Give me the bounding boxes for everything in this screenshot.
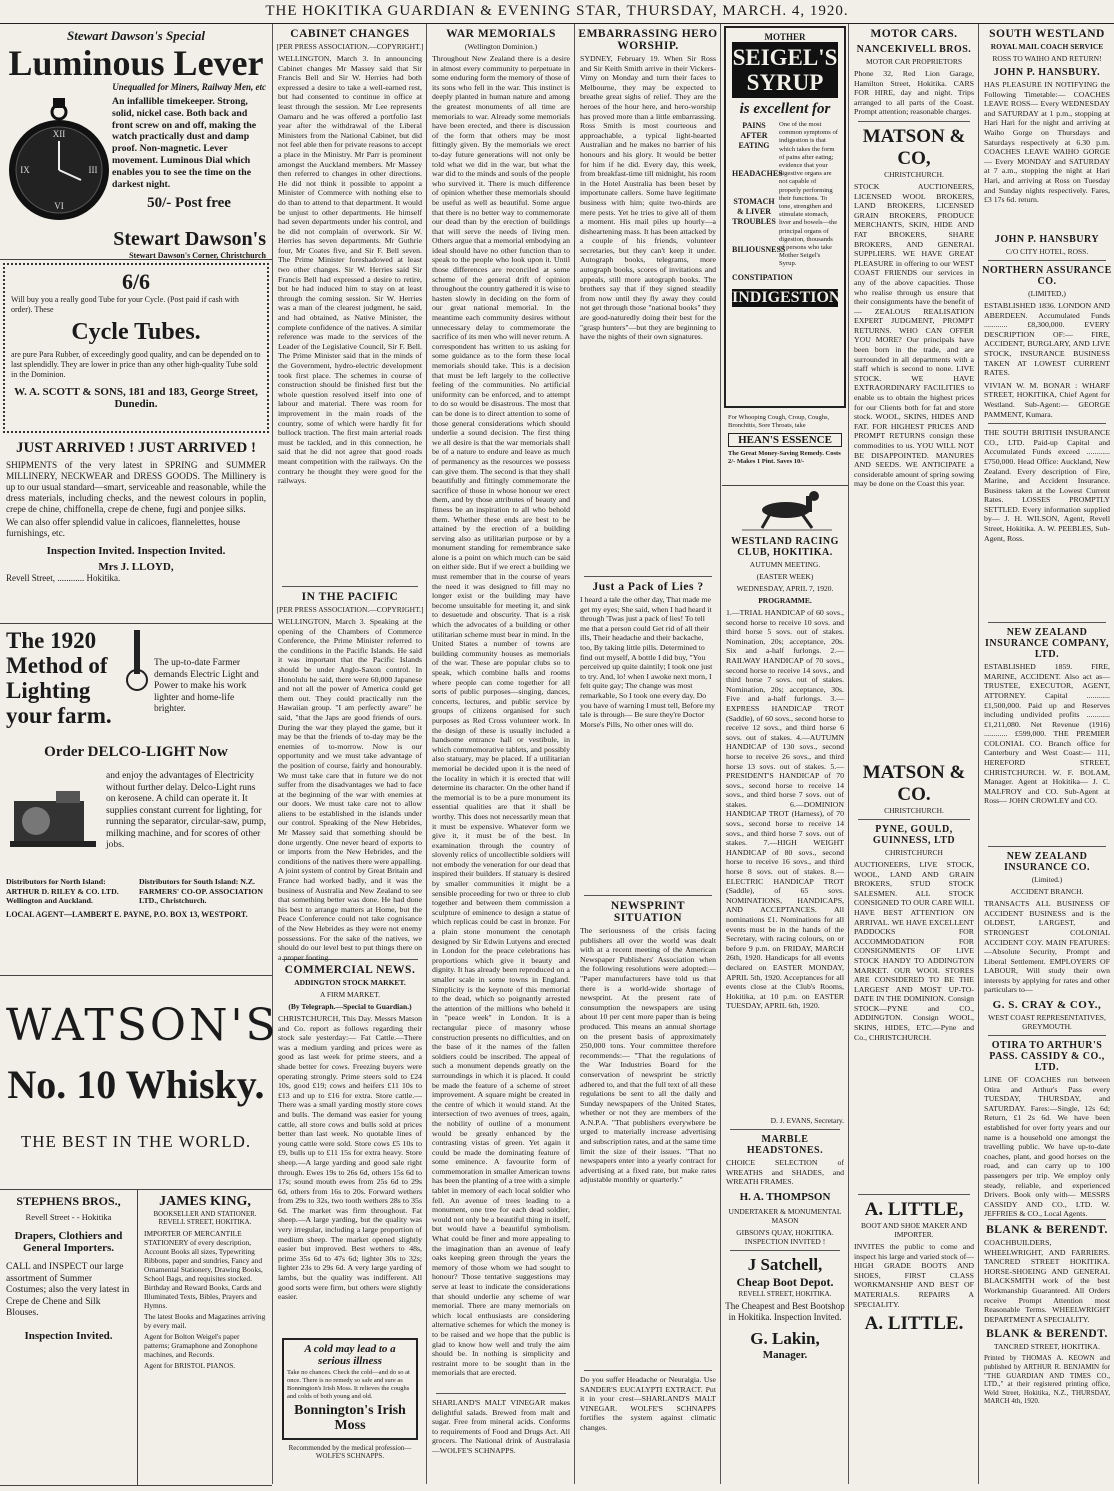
- matson-body: STOCK AUCTIONEERS, LICENSED WOOL BROKERS, LAND BROKERS, LICENSED GRAIN BROKERS, PRODUCE MERCHANTS, SKIN, HIDE AND FAT BROKERS, SHARE BROKERS, AND GENERAL SUPPLIERS. WE HAVE GREAT PLEASURE in offering to our WEST COAST FRIENDS our services in any of the above capacities. Those who realise through us ensure that their consignments have the benefit of— ZEALOUS REALISATION EXPERT JUDGMENT, PROMPT RETURNS. WHO CAN OFFER YOU MORE? Our principals have been born in the trade, and are surrounded in all departments with a staff which is second to none. LIVE STOCK. WE HAVE EXTRAORDINARY FACILITIES to enable us to obtain the highest prices for our Clients both for fat and store stock. WOOL, SKINS, HIDES AND FAT. FOR HIGHEST PRICES AND PROMPT RETURNS consign these commodities to us. YOU WILL NOT BE DISAPPOINTED. MANURES AND SEEDS. WE ANTICIPATE a considerable amount of spring sowing may be done on the Coast this year.: [854, 181, 974, 489]
- war-sub: (Wellington Dominion.): [464, 42, 538, 51]
- racing-head: WESTLAND RACING CLUB, HOKITIKA.: [731, 536, 839, 558]
- racing-sub2: (EASTER WEEK): [756, 572, 814, 581]
- king-body2: The latest Books and Magazines arriving by every mail.: [144, 1312, 266, 1330]
- pacific-sub: [PER PRESS ASSOCIATION.—COPYRIGHT.]: [276, 605, 424, 614]
- satchell-addr: REVELL STREET, HOKITIKA.: [738, 1289, 832, 1298]
- motor-body: Phone 32, Red Lion Garage, Hamilton Street, Hokitika. CARS FOR HIRE, day and night. Trips arranged to all parts of the Coast. Prompt attention; reasonable charges.: [854, 69, 974, 117]
- watson-product: No. 10 Whisky.: [7, 1062, 265, 1107]
- newzealand-head: NEW ZEALAND INSURANCE COMPANY, LTD.: [984, 627, 1109, 661]
- delco-body: and enjoy the advantages of Electricity without further delay. Delco-Light runs on kerosene. A child can operate it. It supplies constant current for lighting, for running the separator, circular-saw, pump, milking machine, and for scores of other jobs.: [106, 771, 266, 850]
- seigel-foot: INDIGESTION: [732, 289, 841, 306]
- cold-head: A cold may lead to a serious illness: [304, 1343, 396, 1367]
- heans-tag: The Great Money-Saving Remedy. Costs 2/- Makes 1 Pint. Saves 10/-: [728, 450, 841, 465]
- seigel-item-1: HEADACHES: [732, 169, 783, 178]
- matson-head: MATSON & CO,: [862, 125, 966, 169]
- tubes-line1: Will buy you a really good Tube for your Cycle. (Post paid if cash with order). These: [11, 295, 239, 314]
- hero-head: EMBARRASSING HERO WORSHIP.: [578, 28, 718, 52]
- svg-text:IX: IX: [20, 165, 30, 175]
- matson-sub: CHRISTCHURCH.: [884, 169, 944, 179]
- delco-head: The 1920 Method of Lighting your farm.: [6, 628, 112, 728]
- seigel-slogan: is excellent for: [739, 101, 831, 117]
- westland-name: JOHN P. HANSBURY.: [993, 67, 1101, 78]
- seigel-item-4: CONSTIPATION: [732, 273, 793, 282]
- marble-name: H. A. THOMPSON: [739, 1190, 831, 1203]
- northern-body: ESTABLISHED 1836. LONDON AND ABERDEEN. Accumulated Funds ............ £8,300,000. EVERY DESCRIPTION OF:— FIRE, ACCIDENT, BURGLARY, AND LIVE STOCK, INSURANCE BUSINESS TAKEN AT LOWEST CURRENT RATES.: [984, 301, 1110, 378]
- racing-prog: PROGRAMME.: [758, 596, 812, 605]
- column-3: [428, 24, 575, 1484]
- cold-brand: Bonnington's Irish Moss: [294, 1403, 406, 1433]
- heans-line: For Whooping Cough, Croup, Coughs, Bronchitis, Sore Throats, take: [728, 414, 830, 429]
- racing-sub: AUTUMN MEETING.: [749, 560, 821, 569]
- blank-imprint: Printed by THOMAS A. KEOWN and published by ARTHUR R. BENJAMIN for "THE GUARDIAN AND TIMES CO., LTD.," at their registered printing office, Weld Street, Hokitika, N.Z., THURSDAY, MARCH 4th, 1920.: [984, 1354, 1110, 1406]
- bonningtons-ad: [282, 1338, 418, 1440]
- tubes-body: are pure Para Rubber, of exceedingly good quality, and can be depended on to last splendidly. They are lower in price than any other high-quality Tube sold in the Dominion.: [11, 350, 261, 379]
- pacific-head: IN THE PACIFIC: [301, 591, 399, 603]
- cycle-tubes-ad: [3, 263, 269, 433]
- lever-title: Luminous Lever: [8, 43, 264, 83]
- hero-body: SYDNEY, February 19. When Sir Ross and Sir Keith Smith arrive in their Vickers-Vimy on Monday and turn their faces to Melbourne, they may be expected to breathe great sighs of relief. They are the heroes of the hour here, and hero-worship has proved more than a little embarrassing. Ross Smith is most courteous and approachable, a typical light-hearted Australian and he makes no barrier of his honours and his glory. It would be better for him if he did. Every day, this week, from breakfast-time till midnight, his room in the Hotel Australia has been beset by importunate callers. Some have legitimate business with him; quite two-thirds are mere pests. Yet he tries to give all of them a moment. His mail piles up hourly—a disheartening mass. It has been attacked by a couple of his friends, volunteer secretaries, but they can't keep it under. Autograph books, telegrams, more autograph books, scores of invitations and appeals, still more autograph books. The brothers say that if they signed steadily from now until they fly away they could not get through those "national books" they are good-naturedly doing their best for the "grasp hunters"—but they are beginning to have the nights of their own signatures.: [580, 54, 716, 342]
- column-4: [576, 24, 721, 1484]
- column-6: [850, 24, 979, 1484]
- horse-icon: [722, 486, 848, 532]
- stephens-street: Revell Street - - Hokitika: [25, 1212, 112, 1222]
- westland-head: SOUTH WESTLAND: [989, 28, 1105, 40]
- westland-body: HAS PLEASURE IN NOTIFYING the Following Timetable:— COACHES LEAVE ROSS— Every WEDNESDAY and SATURDAY at 1 p.m., stopping at Hari Hari for the night and arriving at Waiho Gorge on Thursdays and Saturdays respectively at 6.30 p.m. COACHES LEAVE WAIHO GORGE— Every MONDAY and SATURDAY at 7 a.m., stopping the night at Hari Hari, and arriving at Ross on Tuesday and Sunday nights respectively. Fares, £3 17s 6d. return.: [984, 80, 1110, 205]
- lever-tagline: Unequalled for Miners, Railway Men, etc: [112, 82, 266, 92]
- arrived-name: Mrs J. LLOYD,: [98, 561, 174, 573]
- lever-address: Stewart Dawson's Corner, Christchurch: [129, 251, 266, 260]
- blank-body: COACHBUILDERS, WHEELWRIGHT, AND FARRIERS. TANCRED STREET HOKITIKA. HORSE-SHOEING AND GENERAL BLACKSMITH work of the best Workmanship Guaranteed. All Orders receive Prompt Attention most Reasonable Terms. WHEELWRIGHT DEPARTMENT A SPECIALITY.: [984, 1238, 1110, 1324]
- matson-sub2: CHRISTCHURCH.: [884, 805, 944, 815]
- lloyd-millinery-ad: [0, 436, 272, 624]
- otira-body: LINE OF COACHES run between Otira and Arthur's Pass every TUESDAY, THURSDAY, and SATURDAY. Fares:—Single, 12s 6d; Return, £1 2s 6d. We have been established for over forty years and our name is a household one amongst the travelling public. We have up-to-date coaches, plant, and good horses on the road, and can carry up to 100 passengers per trip. We employ only steady, reliable, and experienced Drivers. Book only with— MESSRS CASSIDY AND CO., LTD. W. JEFFRIES & CO., Local Agents.: [984, 1075, 1110, 1219]
- motor-name: NANCEKIVELL BROS.: [856, 44, 972, 55]
- pacific-body: WELLINGTON, March 3. Speaking at the opening of the Chambers of Commerce Conference, the Prime Minister referred to the conditions in the Pacific Islands. He said it was important that the Pacific Islands should be under Anglo-Saxon control. In Honolulu he said, there were 60,000 Japanese and not all the power of America could get them out. They could practically run the Hawaiian group. "I am perfectly aware" he said, "that the Japs are good friends of ours. During the war they played the game, but it may be that the friends of to-day may be the enemies of to-morrow. Now is our opportunity and we must take advantage of the position of course, fairly and honourably. We must take care that in future we do not suffer from the disadvantages we had to face at the beginning of the war with enemies at our doors. We must take care not to allow aliens to be established in the islands under our control. Speaking of the New Hebrides, Mr Massey said that something should be done urgently. One never heard of exports to or imports from the New Hebrides, and the conditions of the natives there were appalling. A joint system of control by Great Britain and France had worked badly, and it was the business of Australia and New Zealand to see that something better was done. He had done his best to arrange matters at Home, but the Peace Conference could not take cognisance of the New Hebrides as they were not enemy possessions. For the sake of the natives, we should do our level best to put things there on a proper footing.: [278, 617, 422, 962]
- nzaccident-sub2: ACCIDENT BRANCH.: [1010, 887, 1084, 897]
- westland-route: ROSS TO WAIHO AND RETURN!: [992, 54, 1102, 63]
- marble-addr: GIBSON'S QUAY, HOKITIKA. INSPECTION INVITED !: [736, 1227, 834, 1246]
- tubes-title: Cycle Tubes.: [71, 319, 201, 345]
- commercial-head: COMMERCIAL NEWS.: [284, 964, 416, 976]
- stephens-invite: Inspection Invited.: [24, 1329, 113, 1342]
- northern-head: NORTHERN ASSURANCE CO.: [982, 265, 1112, 287]
- little-foot: A. LITTLE.: [864, 1313, 964, 1335]
- little-trade: BOOT AND SHOE MAKER AND IMPORTER.: [860, 1220, 968, 1239]
- lever-price: 50/- Post free: [147, 195, 231, 212]
- arrived-body: SHIPMENTS of the very latest in SPRING and SUMMER MILLINERY, NECKWEAR and DRESS GOODS. The Millinery is up to our usual standard—smart, serviceable and reasonable, while the dress materials, including checks, and the newest colours in poplin, crepe de chine, chiffonella, crepe de chene, fugi and ponjee silks.: [6, 460, 266, 514]
- newzealand-body: ESTABLISHED 1859. FIRE, MARINE, ACCIDENT. Also act as— TRUSTEE, EXECUTOR, AGENT, ATTORNEY. Capital ............ £1,500,000. Paid up and Reserves including undivided profits ............ £1,211,080. Net Revenue (1916) ............ £599,000. THE PREMIER COLONIAL CO. Branch office for Canterbury and West Coast:— 111, HEREFORD STREET, CHRISTCHURCH. W. F. BOLAM, Manager. Agent at Hokitika— J. C. MALFROY and CO. Sub-Agent at Ross— JOHN CROWLEY and CO.: [984, 662, 1110, 806]
- tubes-price: 6/6: [121, 269, 151, 294]
- motor-trade: MOTOR CAR PROPRIETORS: [866, 57, 962, 66]
- arrived-head: JUST ARRIVED ! JUST ARRIVED !: [16, 440, 256, 456]
- svg-text:XII: XII: [52, 129, 66, 139]
- arrived-invite: Inspection Invited. Inspection Invited.: [46, 545, 226, 557]
- racing-date: WEDNESDAY, APRIL 7, 1920.: [736, 584, 834, 593]
- james-king-ad: [138, 1190, 272, 1486]
- column-5: [722, 24, 849, 1484]
- seigel-item-0: PAINS AFTER EATING: [738, 121, 770, 150]
- stephens-bros-ad: [0, 1190, 138, 1486]
- stephens-body: CALL and INSPECT our large assortment of Summer Costumes; also the very latest in Crepe de Chene and Silk Blouses.: [6, 1262, 130, 1318]
- newsprint-head: NEWSPRINT SITUATION: [610, 900, 686, 924]
- marble-body: CHOICE SELECTION of WREATHS and SHADES, and WREATH FRAMES.: [726, 1158, 844, 1187]
- svg-text:VI: VI: [54, 201, 64, 211]
- commercial-sub1: ADDINGTON STOCK MARKET.: [294, 978, 406, 987]
- lever-brand: Stewart Dawson's Special: [67, 28, 205, 43]
- lamp-icon: [124, 628, 150, 708]
- luminous-lever-ad: [0, 24, 272, 260]
- king-trade: BOOKSELLER AND STATIONER. REVELL STREET, HOKITIKA.: [153, 1210, 257, 1226]
- svg-text:III: III: [88, 165, 98, 175]
- delco-dist-south: Distributors for South Island: N.Z. FARMERS' CO-OP. ASSOCIATION LTD., Christchurch.: [139, 877, 263, 905]
- war-foot: SHARLAND'S MALT VINEGAR makes delightful salads. Brewed from malt and sugar. Free from mineral acids. Conforms to requirements of Food and Drugs Act. All grocers. The National drink of Australasia—WOLFE'S SCHNAPPS.: [432, 1398, 570, 1455]
- lies-head: Just a Pack of Lies ?: [592, 581, 704, 593]
- delco-side: The up-to-date Farmer demands Electric Light and Power to make his work lighter and home-life brighter.: [154, 658, 259, 714]
- satchell-mgr: G. Lakin,: [750, 1328, 820, 1348]
- heans-essence-ad: [722, 410, 848, 486]
- watson-slogan: THE BEST IN THE WORLD.: [20, 1132, 252, 1151]
- king-name: JAMES KING,: [159, 1194, 251, 1209]
- column-1: [0, 24, 279, 1484]
- racehorse-illustration: [722, 486, 848, 532]
- delco-light-ad: [0, 624, 272, 976]
- nzaccident-head: NEW ZEALAND INSURANCE CO.: [1004, 851, 1090, 874]
- westland-sign: JOHN P. HANSBURY: [994, 234, 1100, 245]
- satchell-line: The Cheapest and Best Bootshop in Hokitika. Inspection Invited.: [725, 1300, 845, 1322]
- marble-trade: UNDERTAKER & MONUMENTAL MASON: [728, 1206, 842, 1225]
- newsprint-body: The seriousness of the crisis facing publishers all over the world was dealt with at a recent meeting of the American Newspaper Publishers' Association when the following resolutions were adopted:— "Paper manufacturers have told us that there is a world-wide shortage of newsprint. At the present rate of consumption the newspapers are using about 10 per cent more paper than is being produced. This means an annual shortage on the present basis of approximately 250,000 tons. Your committee therefore recommends:— "That the regulations of the War Industries Board for the conservation of newsprint be strictly adhered to, and that the full text of all these regulations be sent to all the daily and Sunday newspapers of the United States, whether or not they are members of the A.N.P.A. "That publishers everywhere be urged to materially increase advertising and subscription rates, and at the same time limit the size of their issues. "That no newspapers enter into a yearly contract for advertising at a fixed rate, but make rates adjustable monthly or quarterly.": [580, 926, 716, 1185]
- watson-name: WATSON'S: [6, 1000, 279, 1051]
- column-7: [980, 24, 1114, 1484]
- delco-order: Order DELCO-LIGHT Now: [44, 744, 228, 760]
- pyne-head: PYNE, GOULD, GUINNESS, LTD: [872, 823, 956, 846]
- stephens-name: STEPHENS BROS.,: [16, 1194, 121, 1208]
- marble-head: MARBLE HEADSTONES.: [746, 1134, 824, 1156]
- war-body: Throughout New Zealand there is a desire in almost every community to perpetuate in some enduring form the memory of those of its sons who fell in the war. This instinct is deeply planted in human nature and among the greatest monuments of all time are memorials to war. Already some memorials have been erected, and there is discussion of the form that others may be most fittingly given. By the memorials we erect to-day future generations will not only be told what we did in the war, but what the war did to the minds and souls of the people who survived it. There is much difference of opinion whether these memorials should be useful as well as beautiful. Some argue that there is no better way to commemorate our dead than by the erection of buildings that will serve the needs of living men. Others argue that a memorial embodying an ideal should have no other function than to speak to the people who look upon it. Until those differences are reconciled at some scheme of the general drift of opinion throughout the country gathered it is wise to hasten slowly in deciding on the form of our great national memorial. In the meantime each community desires without unnecessary delay to commemorate the sacrifice of its men who will never return. A correspondent has written to us asking for some guidance as to the form these local memorials should take. This is a decision that must be left largely to the collective feeling of the communities. No artificial uniformity can be enforced, and to attempt to do so would be disastrous. The most that can be done is to direct attention to some of those general considerations which should underlie a sound decision. The first thing we all desire is that the war memorials shall be of a nature to endure and leave as much of permanency as the resources we possess can give them. The second is that they shall beautifully and fittingly commemorate the sacrifice of those in whose honour we erect them, and by those attributes of beauty and fitness be an inspiration to all who behold them. Whether these ends are best to be attained by the erection of a building serving also as utilitarian purpose or by a monument standing for remembrance sake alone is a point on which much can be said on either side. But if we erect a building we must remember that in the course of years the need it was designed to fill may no longer exist or the building may have become unsuitable for meeting it, and sink to desuetude and obscurity. That is a risk which the advocates of a building or other utilitarian scheme must bear in mind. In the United States a number of towns are building community houses as memorials of the war. These are popular clubs so to speak, which combine halls and rooms where people can come together for all sorts of public purposes—singing, dances, concerts, lectures, and public service by groups of citizens organised for such purposes as Red Cross volunteer work. In the design of these is usually included a handsome entrance hall or vestibule, in which commemorative tablets, and possibly also statuary, may be placed. If a utilitarian memorial be decided upon it is the need of the locality in which it is erected that will determine its character. On the other hand if the memorial is to be a pure monument its essential qualities are that it shall be worthy. This does not necessarily mean that it must be expensive. Whatever form we give it, it must be of the best. In examination through the country of slovenly relics of uncollectible soldiers will not embody the veneration for our dead that inspired their builders. If statuary is desired by smaller communities it might be a sensible proceeding for two or three to club together and between them commission a sculpture of eminence to design a statue of which replicas could be cast in bronze. For a plain stone monument the cenotaph designed by Sir Edwin Lutyens and erected in London for the peace celebrations has proportions which give it beauty and dignity. It has already been reproduced on a smaller scale in some towns in England. Simplicity is the keynote of this memorial to the dead, which so poignantly arrested the attention of the millions who beheld it in "peace week" in London. It is a rectangular piece of masonry whose construction presents no difficulties, and on the base of it the names of the fallen soldiers could be inscribed. The appeal of such a monument depends greatly on the surroundings in which it is placed. It could be made the feature of a scheme of street improvement. A square might be created in the centre of which it would stand. At the intersection of two avenues of trees, again, the nobility of outline of a monument would be greatly enhanced by the contrasting vistas of green. Yet again it could be made the dominating feature of some eminence. A favourite form of commemoration in smaller American towns has been the planting of a tree with a simple tablet in memory of each local soldier who fell. An avenue of trees leading to a monument, one tree for each dead soldier, would not only be a beautiful thing in itself, but would have a beautiful symbolism. What could be finer and more appealing to the imagination than an avenue of leafy oaks keeping green through the years the memory of those whom we had sought to honour? Those tentative suggestions may serve at least to indicate the considerations that should underlie any scheme of war memorial. There are many memorials on which local enthusiasts are considering alternative schemes for which the money is to be raised and we hope that the public is glad to know how well and truly the aim should be. In nothing is simplicity and restraint more to be sought than in the memorials that are erected.: [432, 54, 570, 1378]
- satchell-name: J Satchell,: [747, 1254, 823, 1274]
- tubes-firm: W. A. SCOTT & SONS, 181 and 183, George Street, Dunedin.: [14, 386, 258, 410]
- little-head: A. LITTLE,: [864, 1198, 964, 1220]
- heans-brand: HEAN'S ESSENCE: [728, 433, 842, 447]
- nzaccident-agent: G. S. CRAY & COY.,: [992, 999, 1102, 1012]
- westland-sign2: C/O CITY HOTEL, ROSS.: [1005, 247, 1089, 256]
- southbritish-body: THE SOUTH BRITISH INSURANCE CO., LTD. Paid-up Capital and Accumulated Funds exceed ............ £750,000. Head Office: Auckland, New Zealand. Every description of Fire, Marine, and Accident Insurance. Business taken at the Lowest Current Rates. LOSSES PROMPTLY SETTLED. Every information supplied by— J. H. WILSON, Agent, Revell Street, Hokitika. A. W. PEEBLES, Sub-Agent, Ross.: [984, 428, 1110, 543]
- newsprint-foot: Do you suffer Headache or Neuralgia. Use SANDER'S EUCALYPTI EXTRACT. Put it in your crest—SHARLAND'S MALT VINEGAR. WOLFE'S SCHNAPPS fortifies the system against climatic changes.: [580, 1375, 716, 1432]
- stephens-trade: Drapers, Clothiers and General Importers.: [14, 1230, 123, 1254]
- northern-agent: VIVIAN W. M. BONAR : WHARF STREET, HOKITIKA, Chief Agent for Westland. Sub-Agent:— GEORGE PAMMENT, Kumara.: [984, 380, 1110, 419]
- seigel-brand: SEIGEL'S SYRUP: [732, 42, 838, 98]
- little-body: INVITES the public to come and inspect his large and varied stock of— HIGH GRADE BOOTS AND SHOES, FIRST CLASS WORKMANSHIP AND BEST OF MATERIALS. REPAIRS A SPECIALITY.: [854, 1241, 974, 1309]
- blank-head: BLANK & BERENDT.: [986, 1224, 1108, 1237]
- northern-sub: (LIMITED,): [1028, 289, 1066, 298]
- arrived-body2: We can also offer splendid value in calicoes, flannelettes, house furnishings, etc.: [6, 517, 241, 538]
- otira-head: OTIRA TO ARTHUR'S PASS. CASSIDY & CO., LTD.: [989, 1040, 1105, 1074]
- commercial-sub2: A FIRM MARKET.: [319, 990, 381, 999]
- motor-head: MOTOR CARS.: [870, 28, 958, 40]
- racing-sign: D. J. EVANS, Secretary.: [770, 1116, 844, 1125]
- nzaccident-sub: (Limited.): [1031, 875, 1063, 885]
- cold-note: Recommended by the medical profession—WOLFE'S SCHNAPPS.: [288, 1444, 412, 1460]
- nzaccident-body: TRANSACTS ALL BUSINESS OF ACCIDENT BUSINESS and is the OLDEST, LARGEST, and STRONGEST COLONIAL ACCIDENT COY. MAIN FEATURES:—Absolute Security, Prompt and Liberal Settlement. EMPLOYERS OF LABOUR, Will study their own interests by applying for rates and other particulars to—: [984, 899, 1110, 995]
- delco-agent: LOCAL AGENT—LAMBERT E. PAYNE, P.O. BOX 13, WESTPORT.: [6, 909, 248, 919]
- lever-body: An infallible timekeeper. Strong, solid, nickel case. Both back and front screw on and off, making the watch practically dust and damp proof. Non-magnetic. Lever movement. Luminous Dial which enables you to see the time on the darkest night.: [112, 96, 257, 190]
- seigel-brand-top: MOTHER: [764, 32, 806, 42]
- king-body3: Agent for Bolton Weigel's paper patterns; Gramaphone and Zonophone machines, and Records.: [144, 1332, 258, 1359]
- war-head: WAR MEMORIALS: [446, 28, 556, 40]
- cabinet-head: CABINET CHANGES: [290, 28, 410, 40]
- cabinet-sub: [PER PRESS ASSOCIATION.—COPYRIGHT.]: [276, 42, 424, 51]
- satchell-role: Manager.: [762, 1348, 808, 1361]
- seigel-body: One of the most common symptoms of indigestion is that which takes the form of pains after eating; evidence that your digestive organs are not capable of properly performing their functions. To tone, strengthen and stimulate stomach, liver and bowels—the principal organs of digestion, thousands of persons who take Mother Seigel's Syrup.: [779, 121, 838, 268]
- cold-body: Take no chances. Check the cold—and do so at once. There is no remedy so safe and sure as Bonnington's Irish Moss. It relieves the coughs and colds of both young and old.: [287, 1369, 410, 1400]
- pyne-sub: CHRISTCHURCH: [885, 847, 943, 857]
- watch-icon: [6, 96, 112, 226]
- king-body: IMPORTER OF MERCANTILE STATIONERY of every description, Account Books all sizes, Typewriting Ribbons, paper and sundries, Fancy and Ornamental Stationery, Drawing Books, School Bags, and requisites stocked. Birthday and Reward Books, Cards and Illuminated Texts, Bibles, Prayers and Hymns.: [144, 1229, 263, 1310]
- satchell-trade: Cheap Boot Depot.: [736, 1274, 834, 1289]
- lies-body: I heard a tale the other day, That made me get my eyes; She said, when I had heard it through 'Twas just a pack of lies! To tell me that a person could Get rid of all their ills, Their headache and their backache, too, By taking little pills. Determined to find out myself, A bottle I did buy, "You perceived up quite daintily; I took one just to try. And, lo! when I awoke next morn, I felt quite gay; The change was most remarkable, So I took one every day. Do you have of warning I must tell, Before my tale is through— Be sure they're Doctor Morse's Pills, No other ones will do.: [580, 595, 715, 729]
- westland-sub: ROYAL MAIL COACH SERVICE: [990, 42, 1104, 51]
- pyne-body: AUCTIONEERS, LIVE STOCK, WOOL, LAND AND GRAIN BROKERS, STUD STOCK SALESMEN. ALL STOCK CONSIGNED TO OUR CARE WILL HAVE BEST ATTENTION ON ARRIVAL. WE HAVE EXCELLENT PADDOCKS FOR ACCOMMODATION FOR CONSIGNMENTS OF LIVE STOCK HANDY TO ADDINGTON MARKET. OUR WOOL STORES ARE CONSIDERED TO BE THE LARGEST AND MOST UP-TO-DATE IN THE DOMINION. Consign STOCK—PYNE and CO., ADDINGTON. Consign WOOL, SKINS, HIDES, ETC.—Pyne and Co., CHRISTCHURCH.: [854, 859, 974, 1042]
- matson-head2: MATSON & CO.: [862, 761, 966, 805]
- blank-addr: TANCRED STREET, HOKITIKA.: [994, 1342, 1100, 1352]
- king-body4: Agent for BRISTOL PIANOS.: [144, 1361, 236, 1370]
- racing-body: 1.—TRIAL HANDICAP of 60 sovs., second horse to receive 10 sovs. and third horse 5 sovs. out of stakes. Nomination, 20s; acceptance, 20s. Six and a-half furlongs. 2.—RAILWAY HANDICAP of 70 sovs., second horse to receive 14 sovs., and third horse 7 sovs. out of stakes. Nomination, 20s; acceptance, 30s. Five and a-half furlongs. 3.—EXPRESS HANDICAP TROT (Saddle), of 60 sovs., second horse to receive 12 sovs., and third horse 6 sovs. out of stakes. 4.—AUTUMN HANDICAP of 130 sovs., second horse to receive 26 sovs., and third horse 13 sovs. out of stakes. 5.—PRESIDENT'S HANDICAP of 70 sovs., second horse to receive 14 sovs., and third horse 7 sovs. out of stakes. 6.—DOMINION HANDICAP TROT (Harness), of 70 sovs., second horse to receive 14 sovs., and third horse 7 sovs. out of stakes. 7.—HIGH WEIGHT HANDICAP of 80 sovs., second horse to receive 16 sovs., and third horse 8 sovs. out of stakes. 8.—ELECTRIC HANDICAP TROT (Saddle), of 65 sovs. NOMINATIONS, HANDICAPS, AND ACCEPTANCES. All nominations £1. Nominations for all events must be in the hands of the Secretary, with racing colours, on or before 9 p.m. on FRIDAY, MARCH 26th, 1920. Handicaps for all events declared on EASTER MONDAY, APRIL 5th, 1920. Acceptances for all events close at the Club's Rooms, Hokitika, at 10 p.m. on EASTER TUESDAY, APRIL 6th, 1920.: [726, 608, 844, 1011]
- delco-dist-north: Distributors for North Island: ARTHUR D. RILEY & CO. LTD. Wellington and Auckland.: [6, 877, 119, 905]
- masthead: THE HOKITIKA GUARDIAN & EVENING STAR, THURSDAY, MARCH. 4, 1920.: [0, 3, 1114, 24]
- commercial-body: CHRISTCHURCH, This Day. Messrs Matson and Co. report as follows regarding their stock sale yesterday:— Fat Cattle.—There was a medium yarding and prices were as good as last week for prime steers, and a shade better for cows. Freezing buyers were operating strongly. Prime steers sold to £24 10s, good £19; cows and heifers £11 10s to £13 and up to £16 for extra. Store cattle.—There was a small yarding mostly store cows and bulls. The demand was easier for young cattle, all store cows and bulls sold at prices better than last week. No quotable lines of young cattle were sold. Store cows £5 10s to £9, bulls up to £11 15s for extra heavy. Store sheep.—A large yarding and good sale right through. Ewes 19s to 26s 6d, others 15s 6d to 17s; sound mouth ewes from 25s 6d to 29s 6d, others from 16s to 20s. Forward wethers from 29s to 32s, two tooth wethers 28s to 35s 6d. The market was firm throughout. Fat sheep.—A large yarding, but the quality was very irregular, including a large proportion of medium sheep. The market opened slightly easier but improved. Best wethers to 48s, prime 35s 6d to 47s 6d; lighter 30s to 32s; lighter 23s to 29s 6d. A very large yarding of lambs, but the quality was indifferent. All good sorts were firm, but others were slightly easier.: [278, 1014, 422, 1302]
- nzaccident-agent2: WEST COAST REPRESENTATIVES, GREYMOUTH.: [988, 1013, 1106, 1032]
- column-2: [274, 24, 427, 1484]
- seigel-item-3: BILIOUSNESS: [732, 245, 786, 254]
- generator-icon: [6, 771, 106, 867]
- blank-head2: BLANK & BERENDT.: [986, 1328, 1108, 1341]
- watsons-whisky-ad: [0, 976, 279, 1190]
- arrived-address: Revell Street, ............ Hokitika.: [6, 573, 121, 583]
- lever-shop: Stewart Dawson's: [113, 228, 266, 250]
- cabinet-body: WELLINGTON, March 3. In announcing Cabinet changes Mr Massey said that Sir Francis Bell and Sir W. Herries had both expressed a desire to take a well-earned rest, but had consented to continue in office at least through the session. Mr Lee represents Oamaru and he was offered a portfolio last year after the withdrawal of the Liberal Ministers from the National Cabinet, but did not feel able then for private reasons to accept a place in the Ministry. Mr Parr is prominent amongst the Auckland members. Mr Massey then referred to changes in other directions. He did not think it possible to appoint a Minister of Commerce with nothing else to do than to attend to that department. It would be unjust to other departments. He himself had seven departments under his control, and he did not complain of overwork. Sir W. Herries has seven departments. Mr Guthrie four, Mr Coates five, and Sir F. Bell seven. The Prime Minister foreshadowed at least two other changes. Sir W. Herries said Sir Francis Bell had expressed a desire to retire, but he had induced him to stay on at least through the coming session. Sir W. Herries was a man of the clearest judgment, he said, and had obtained, as Native Minister, the complete confidence of the natives. A similar reference was made to the services of the Leader of the Legislative Council, Sir F. Bell. The Prime Minister said that in the minds of the Government, hydro-electric development took first place. The schemes in course of construction should be finished first but the whole question resolved itself into one of labour and material. There was room for improvement in the main roads of the country, some of which were hardly fit for bullock traction. The first main arterial roads must be tackled, and in this connection, he said that he did not agree that good roads meant competition with the railways. On the contrary he thought they were good for the railways.: [278, 54, 422, 486]
- seigels-syrup-ad: [724, 26, 846, 408]
- commercial-sub3: (By Telegraph.—Special to Guardian.): [288, 1002, 412, 1011]
- seigel-item-2: STOMACH & LIVER TROUBLES: [732, 197, 776, 226]
